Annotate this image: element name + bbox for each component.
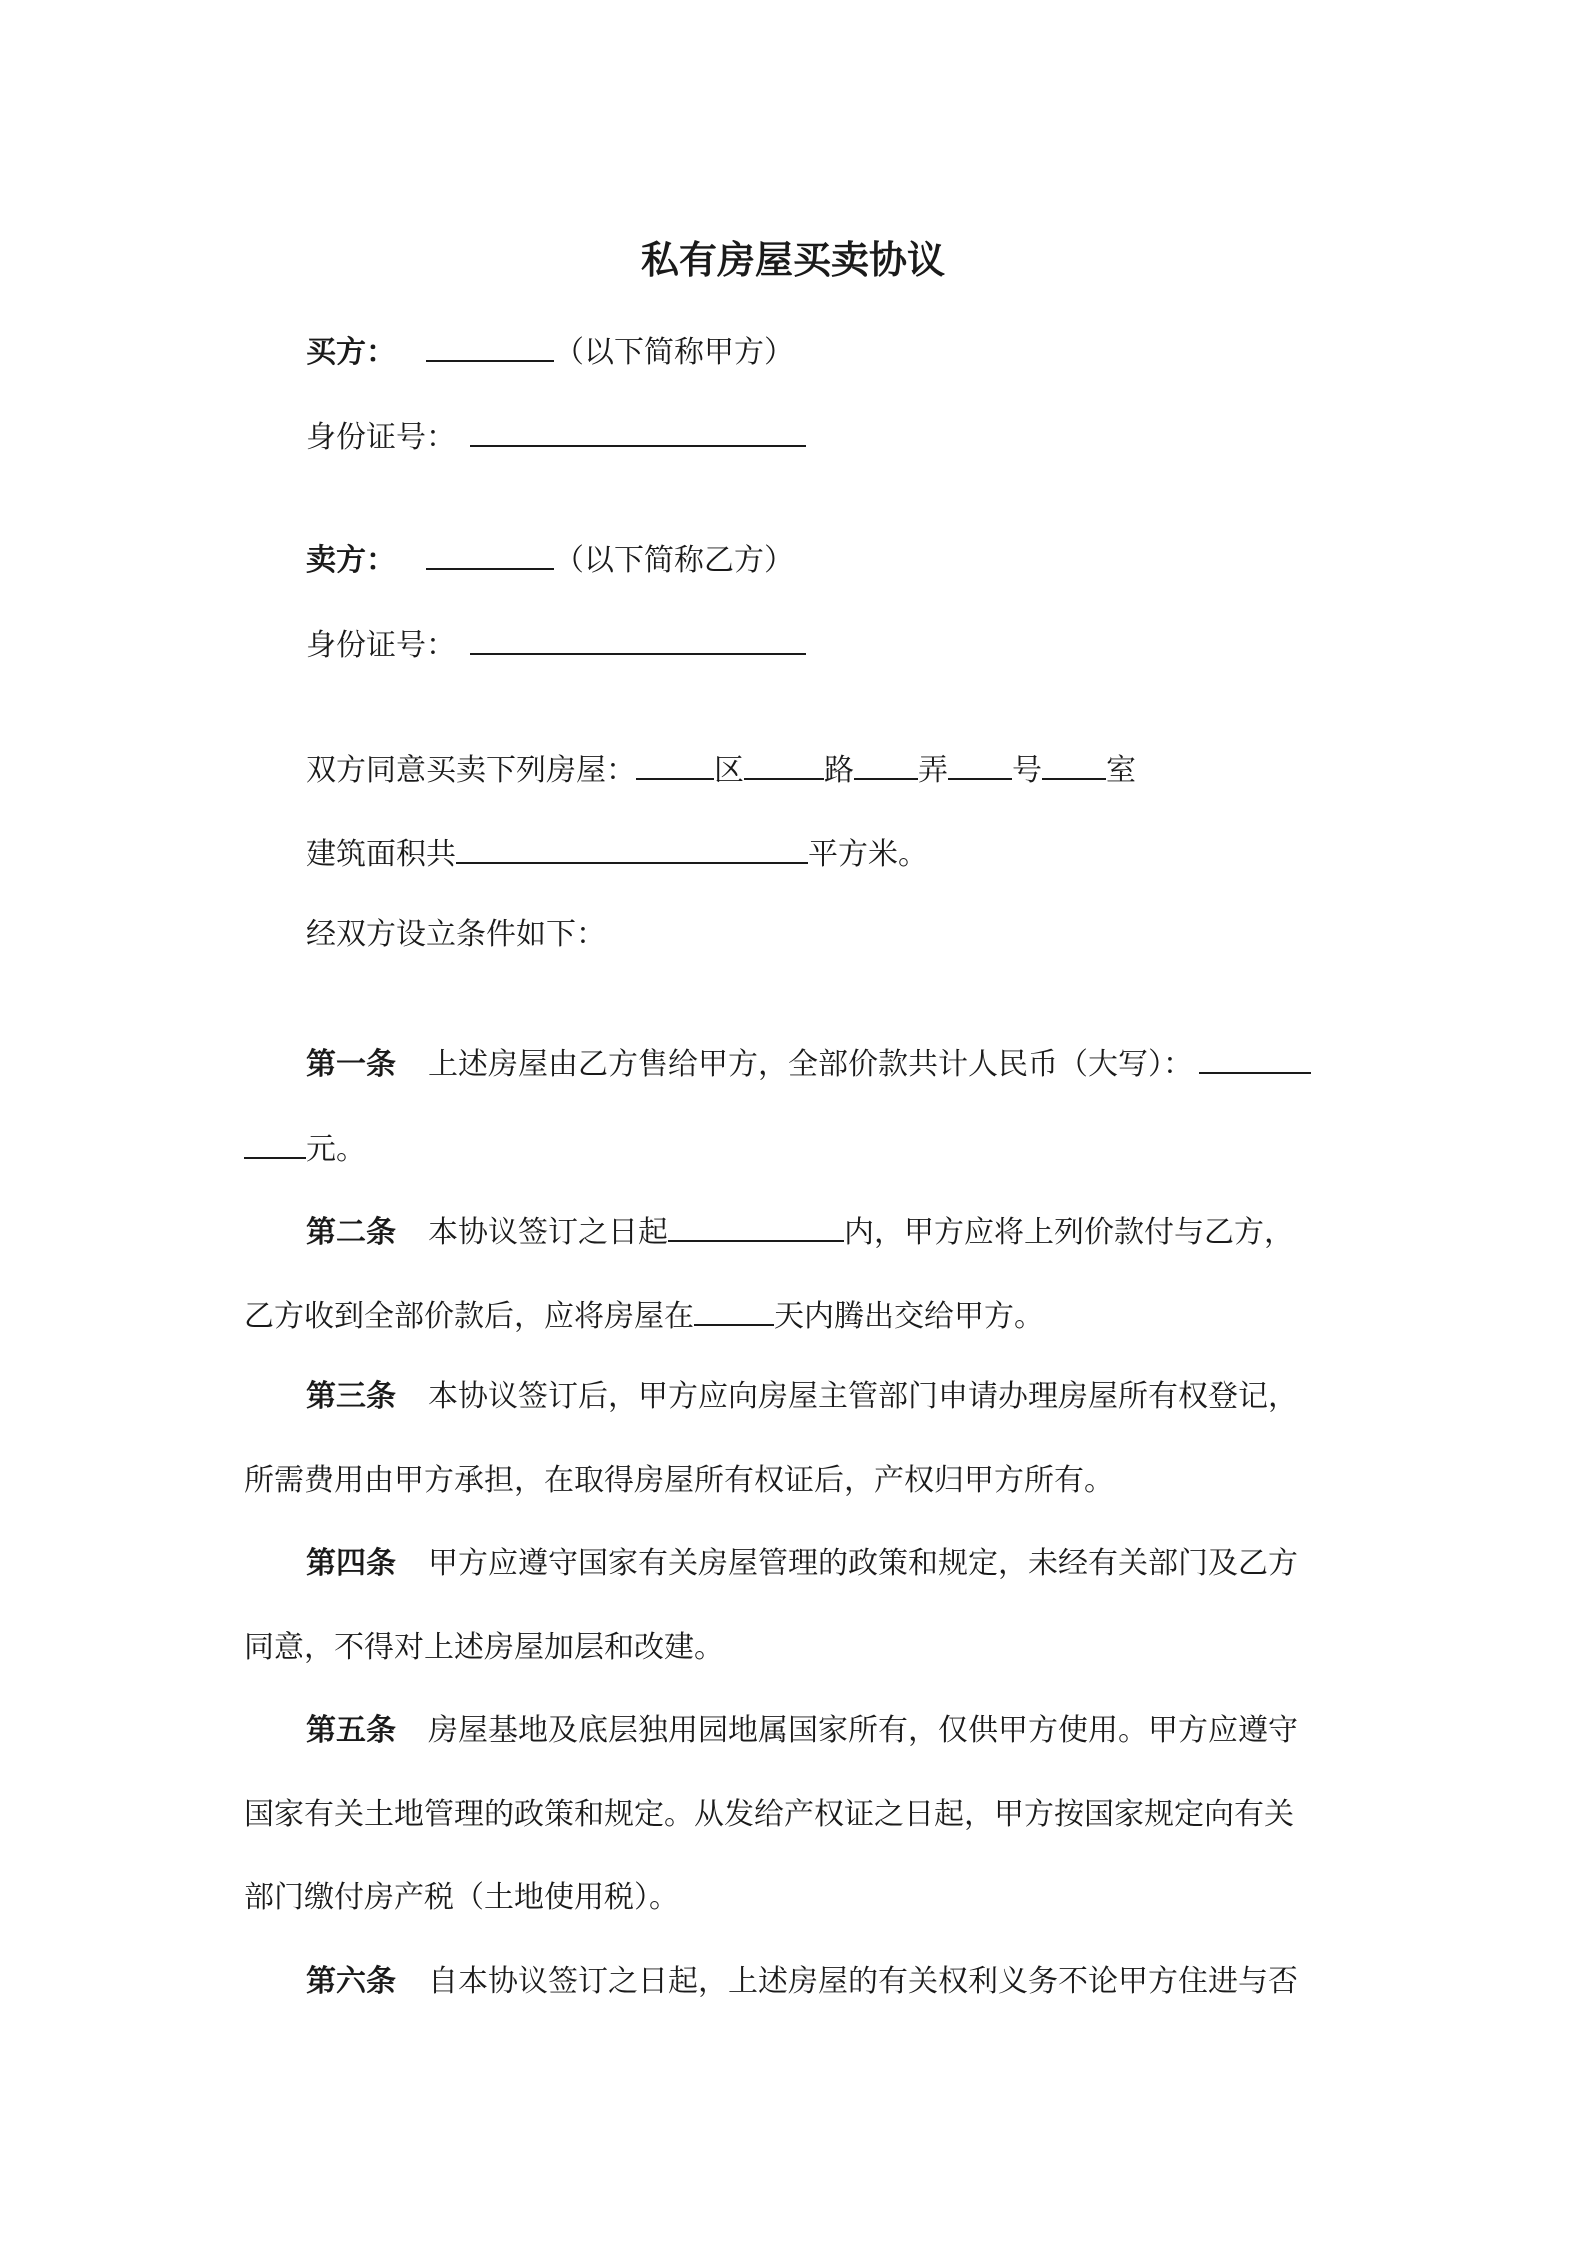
article-2-text-1a: 本协议签订之日起	[428, 1215, 668, 1250]
lane-label: 弄	[918, 753, 948, 788]
article-5-text-3: 部门缴付房产税（土地使用税）。	[244, 1880, 679, 1915]
article-5-line-3	[244, 1878, 679, 1918]
article-5-heading: 第五条	[306, 1713, 396, 1748]
area-prefix: 建筑面积共	[306, 837, 456, 872]
seller-name-blank[interactable]	[426, 538, 554, 570]
article-2-line-1	[306, 1210, 1294, 1253]
price-blank-2[interactable]	[244, 1127, 306, 1159]
article-4-text-2: 同意，不得对上述房屋加层和改建。	[244, 1630, 724, 1665]
buyer-id-line	[306, 415, 806, 458]
seller-label: 卖方：	[306, 543, 396, 578]
article-5-text-1: 房屋基地及底层独用园地属国家所有，仅供甲方使用。甲方应遵守	[428, 1713, 1298, 1748]
room-label: 室	[1106, 753, 1136, 788]
road-blank[interactable]	[744, 748, 824, 780]
article-1-heading: 第一条	[306, 1047, 396, 1082]
article-5-line-2	[244, 1795, 1294, 1835]
buyer-name-blank[interactable]	[426, 330, 554, 362]
road-label: 路	[824, 753, 854, 788]
seller-line	[306, 538, 794, 581]
area-blank[interactable]	[456, 832, 808, 864]
room-blank[interactable]	[1042, 748, 1106, 780]
article-5-text-2: 国家有关土地管理的政策和规定。从发给产权证之日起，甲方按国家规定向有关	[244, 1797, 1294, 1832]
article-6-line-1	[306, 1962, 1298, 2002]
article-2-text-2a: 乙方收到全部价款后，应将房屋在	[244, 1299, 694, 1334]
article-1-line-1	[306, 1042, 1311, 1085]
house-area-line	[306, 832, 928, 875]
lane-blank[interactable]	[854, 748, 918, 780]
article-3-text-2: 所需费用由甲方承担，在取得房屋所有权证后，产权归甲方所有。	[244, 1463, 1114, 1498]
article-3-heading: 第三条	[306, 1379, 396, 1414]
article-1-line-2	[244, 1127, 366, 1170]
document-title: 私有房屋买卖协议	[640, 238, 945, 282]
vacate-days-blank[interactable]	[694, 1294, 774, 1326]
article-2-heading: 第二条	[306, 1215, 396, 1250]
seller-suffix: （以下简称乙方）	[554, 543, 794, 578]
payment-period-blank[interactable]	[668, 1210, 844, 1242]
article-5-line-1	[306, 1711, 1298, 1751]
article-2-text-1b: 内，甲方应将上列价款付与乙方，	[844, 1215, 1294, 1250]
article-1-text-2: 元。	[306, 1132, 366, 1167]
buyer-id-label: 身份证号：	[306, 420, 456, 455]
house-address-line	[306, 748, 1136, 791]
buyer-line	[306, 330, 794, 373]
conditions-line	[306, 915, 606, 955]
buyer-suffix: （以下简称甲方）	[554, 335, 794, 370]
article-1-text-1: 上述房屋由乙方售给甲方，全部价款共计人民币（大写）：	[428, 1047, 1193, 1082]
article-3-line-1	[306, 1377, 1298, 1417]
area-suffix: 平方米。	[808, 837, 928, 872]
article-3-text-1: 本协议签订后，甲方应向房屋主管部门申请办理房屋所有权登记，	[428, 1379, 1298, 1414]
buyer-id-blank[interactable]	[470, 415, 806, 447]
conditions-text: 经双方设立条件如下：	[306, 917, 606, 952]
seller-id-label: 身份证号：	[306, 628, 456, 663]
article-4-line-1	[306, 1544, 1298, 1584]
house-intro: 双方同意买卖下列房屋：	[306, 753, 636, 788]
article-3-line-2	[244, 1461, 1114, 1501]
article-6-heading: 第六条	[306, 1964, 396, 1999]
article-4-line-2	[244, 1628, 724, 1668]
number-blank[interactable]	[948, 748, 1012, 780]
number-label: 号	[1012, 753, 1042, 788]
district-label: 区	[714, 753, 744, 788]
article-4-text-1: 甲方应遵守国家有关房屋管理的政策和规定，未经有关部门及乙方	[428, 1546, 1298, 1581]
article-2-line-2	[244, 1294, 1044, 1337]
article-2-text-2b: 天内腾出交给甲方。	[774, 1299, 1044, 1334]
article-6-text-1: 自本协议签订之日起，上述房屋的有关权利义务不论甲方住进与否	[428, 1964, 1298, 1999]
seller-id-blank[interactable]	[470, 623, 806, 655]
price-blank-1[interactable]	[1199, 1042, 1311, 1074]
seller-id-line	[306, 623, 806, 666]
article-4-heading: 第四条	[306, 1546, 396, 1581]
buyer-label: 买方：	[306, 335, 396, 370]
district-blank[interactable]	[636, 748, 714, 780]
